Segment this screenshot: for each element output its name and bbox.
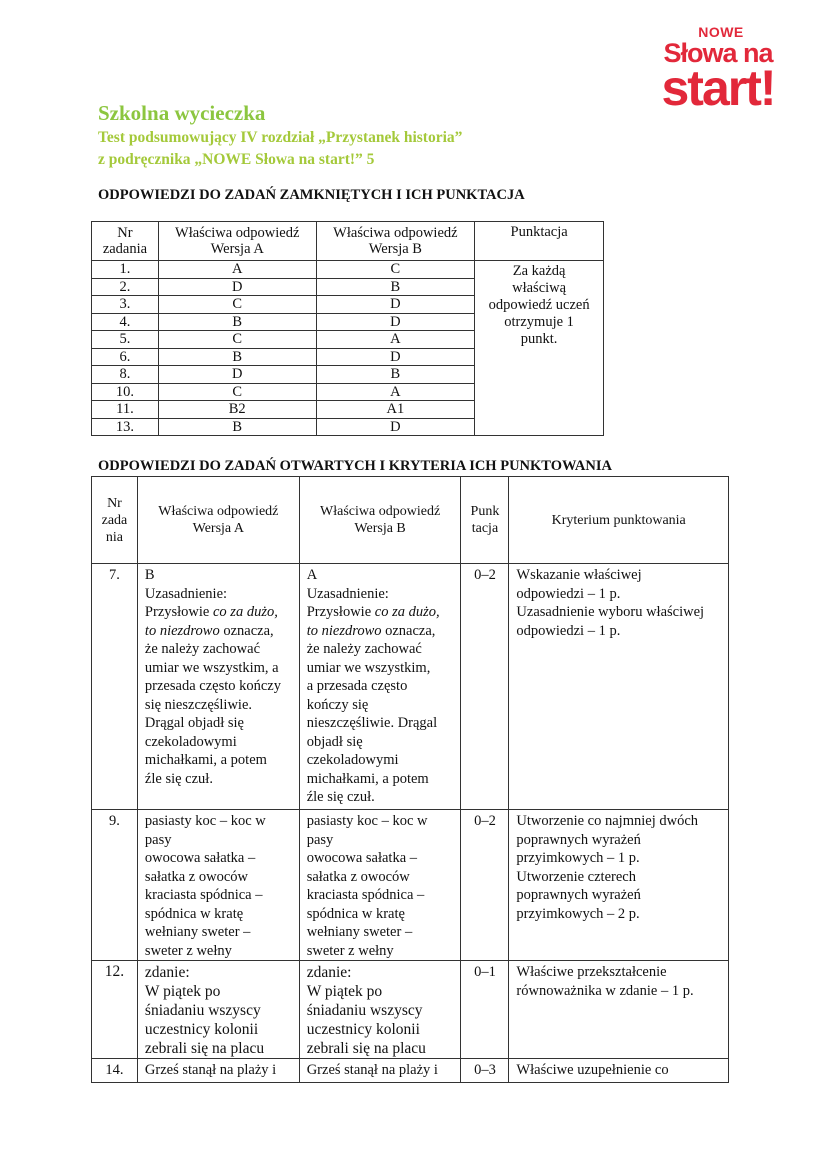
answer-b: D [316, 313, 475, 331]
answer-b: B [316, 366, 475, 384]
task-number: 10. [92, 383, 159, 401]
answer-a: D [158, 366, 316, 384]
logo-line-nowe: NOWE [698, 24, 744, 40]
task-number: 7. [92, 564, 138, 810]
task-number: 11. [92, 401, 159, 419]
answer-b: Grześ stanął na plaży i [299, 1059, 461, 1083]
answer-b: zdanie: W piątek po śniadaniu wszyscy uczestnicy kolonii zebrali się na placu [299, 961, 461, 1059]
task-number: 5. [92, 331, 159, 349]
col-header-version-a: Właściwa odpowiedź Wersja A [158, 222, 316, 261]
scoring-criteria: Właściwe uzupełnienie co [509, 1059, 729, 1083]
answer-b: D [316, 348, 475, 366]
answer-a: B [158, 348, 316, 366]
scoring-criteria: Wskazanie właściwej odpowiedzi – 1 p. Uzasadnienie wyboru właściwej odpowiedzi – 1 p. [509, 564, 729, 810]
col-header-points: Punktacja [475, 222, 604, 261]
answer-b: D [316, 296, 475, 314]
scoring-criteria: Właściwe przekształcenie równoważnika w zdanie – 1 p. [509, 961, 729, 1059]
open-answers-table [91, 476, 729, 1083]
col-header-nr: Nr zada nia [92, 477, 138, 564]
answer-b: A [316, 331, 475, 349]
brand-logo [652, 24, 784, 116]
col-header-criteria: Kryterium punktowania [509, 477, 729, 564]
answer-b: D [316, 418, 475, 436]
closed-tasks-heading: ODPOWIEDZI DO ZADAŃ ZAMKNIĘTYCH I ICH PUNKTACJA [98, 187, 525, 203]
table-row [92, 810, 729, 961]
answer-a: Grześ stanął na plaży i [137, 1059, 299, 1083]
answer-a: A [158, 261, 316, 279]
scoring-criteria: Utworzenie co najmniej dwóch poprawnych wyrażeń przyimkowych – 1 p. Utworzenie czterech poprawnych wyrażeń przyimkowych – 2 p. [509, 810, 729, 961]
answer-b: C [316, 261, 475, 279]
closed-answers-table [91, 221, 604, 436]
open-tasks-heading: ODPOWIEDZI DO ZADAŃ OTWARTYCH I KRYTERIA ICH PUNKTOWANIA [98, 458, 612, 474]
answer-a: pasiasty koc – koc w pasy owocowa sałatka – sałatka z owoców kraciasta spódnica – spódnica w kratę wełniany sweter – sweter z wełny [137, 810, 299, 961]
col-header-version-b: Właściwa odpowiedź Wersja B [316, 222, 475, 261]
document-subtitle-2: z podręcznika „NOWE Słowa na start!” 5 [98, 151, 375, 168]
answer-a: C [158, 383, 316, 401]
answer-b: B [316, 278, 475, 296]
logo-line-slowa-na: Słowa na [663, 38, 773, 68]
logo-line-start: start! [661, 60, 775, 116]
points-range: 0–3 [461, 1059, 509, 1083]
answer-a: B Uzasadnienie: Przysłowie co za dużo, to niezdrowo oznacza, że należy zachować umiar we wszystkim, a przesada często kończy się nieszczęśliwie. Drągal objadł się czekoladowymi michałkami, a potem źle się czuł. [137, 564, 299, 810]
document-subtitle-1: Test podsumowujący IV rozdział „Przystanek historia” [98, 129, 463, 146]
table-header-row [92, 222, 604, 261]
task-number: 2. [92, 278, 159, 296]
answer-a: zdanie: W piątek po śniadaniu wszyscy uczestnicy kolonii zebrali się na placu [137, 961, 299, 1059]
table-row [92, 1059, 729, 1083]
task-number: 12. [92, 961, 138, 1059]
answer-b: A Uzasadnienie: Przysłowie co za dużo, to niezdrowo oznacza, że należy zachować umiar we wszystkim, a przesada często kończy się nieszczęśliwie. Drągal objadł się czekoladowymi michałkami, a potem źle się czuł. [299, 564, 461, 810]
task-number: 9. [92, 810, 138, 961]
col-header-points: Punk tacja [461, 477, 509, 564]
task-number: 1. [92, 261, 159, 279]
table-row [92, 564, 729, 810]
answer-b: A [316, 383, 475, 401]
col-header-version-b: Właściwa odpowiedź Wersja B [299, 477, 461, 564]
task-number: 8. [92, 366, 159, 384]
col-header-version-a: Właściwa odpowiedź Wersja A [137, 477, 299, 564]
answer-a: B [158, 418, 316, 436]
table-row [92, 961, 729, 1059]
points-range: 0–2 [461, 810, 509, 961]
task-number: 14. [92, 1059, 138, 1083]
document-title: Szkolna wycieczka [98, 101, 266, 125]
task-number: 6. [92, 348, 159, 366]
task-number: 4. [92, 313, 159, 331]
points-range: 0–2 [461, 564, 509, 810]
answer-b: pasiasty koc – koc w pasy owocowa sałatka – sałatka z owoców kraciasta spódnica – spódnica w kratę wełniany sweter – sweter z wełny [299, 810, 461, 961]
table-row [92, 261, 604, 279]
col-header-nr: Nr zadania [92, 222, 159, 261]
scoring-rule: Za każdą właściwą odpowiedź uczeń otrzymuje 1 punkt. [475, 261, 604, 436]
table-header-row [92, 477, 729, 564]
task-number: 13. [92, 418, 159, 436]
answer-a: B2 [158, 401, 316, 419]
task-number: 3. [92, 296, 159, 314]
points-range: 0–1 [461, 961, 509, 1059]
answer-a: C [158, 331, 316, 349]
answer-a: B [158, 313, 316, 331]
answer-b: A1 [316, 401, 475, 419]
answer-a: D [158, 278, 316, 296]
answer-a: C [158, 296, 316, 314]
